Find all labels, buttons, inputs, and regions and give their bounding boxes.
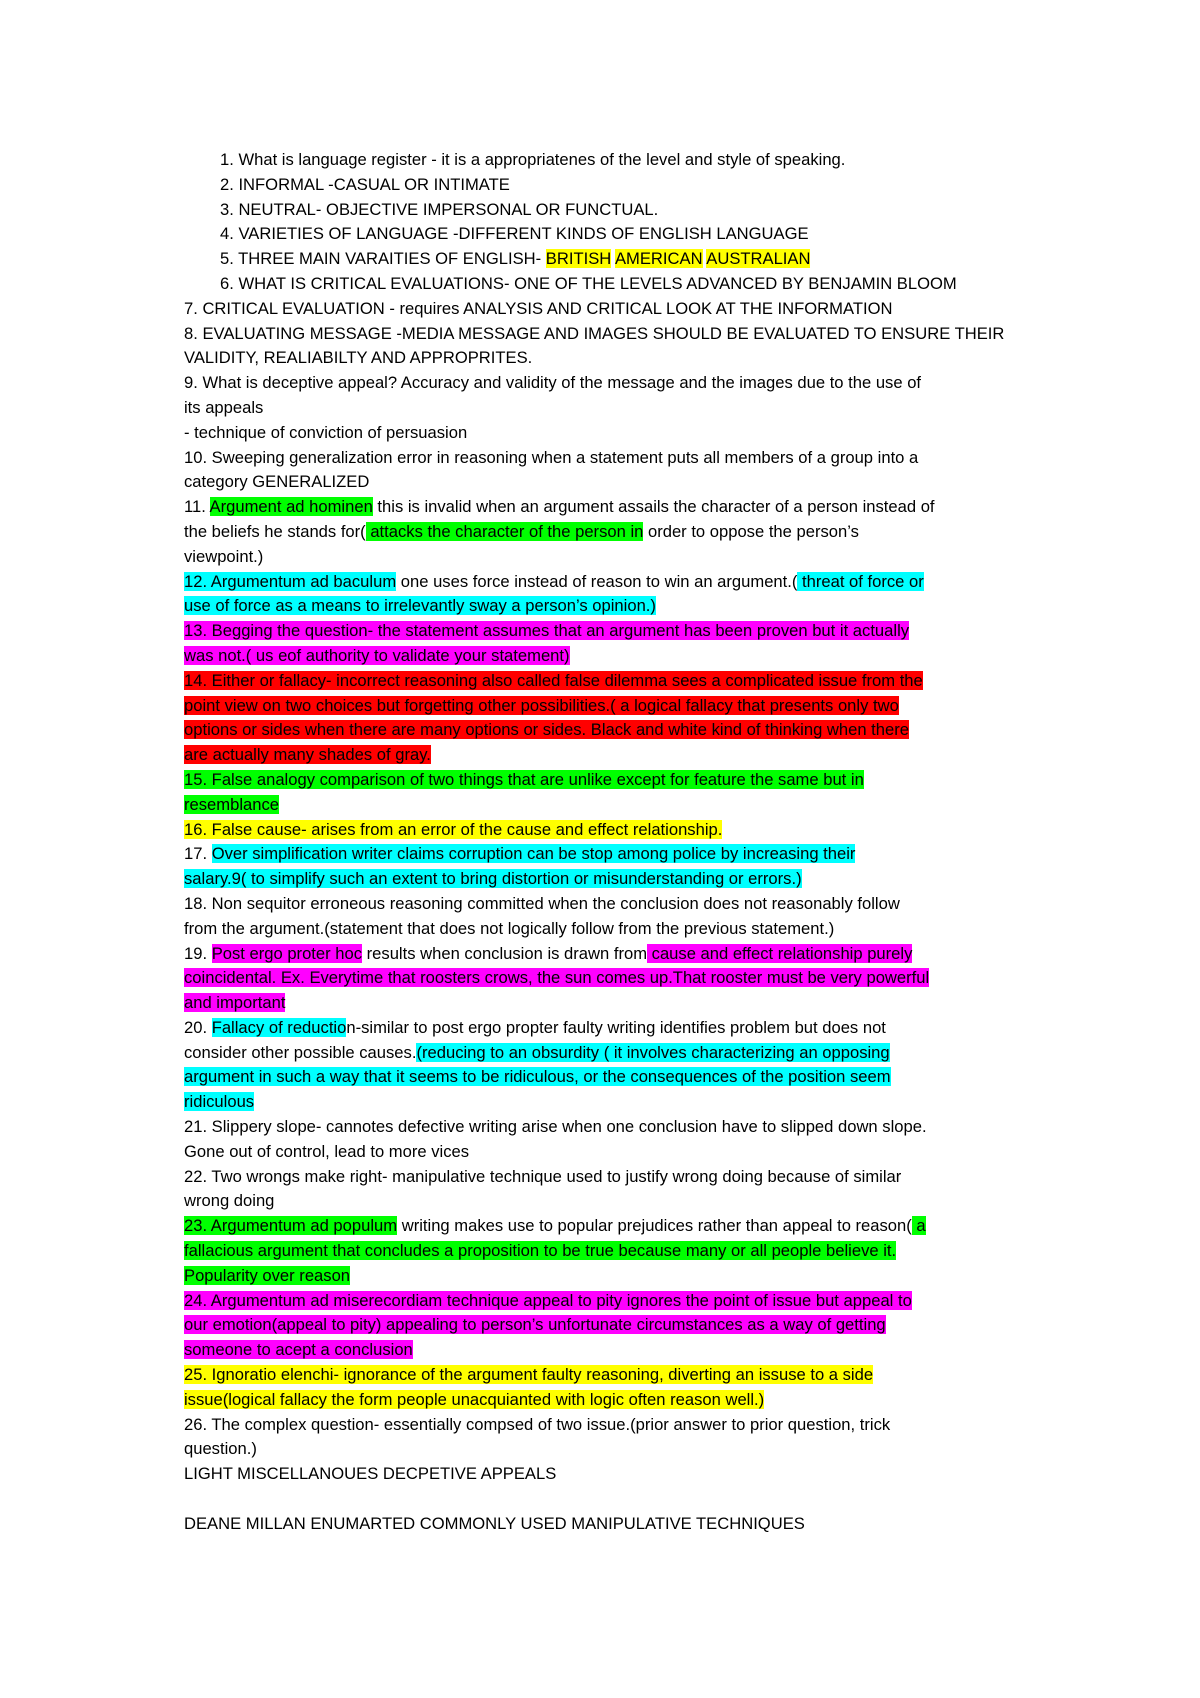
highlight-green: resemblance: [184, 794, 280, 814]
paragraph-line: from the argument.(statement that does not logically follow from the previous statement.): [184, 918, 835, 938]
paragraph-line: [184, 1313, 1044, 1338]
line-text: one uses force instead of reason to win an argument.(: [396, 571, 798, 591]
highlight-red: are actually many shades of gray.: [184, 745, 431, 765]
list-item: 6. WHAT IS CRITICAL EVALUATIONS- ONE OF THE LEVELS ADVANCED BY BENJAMIN BLOOM: [220, 273, 957, 293]
line-text: consider other possible causes.: [184, 1042, 417, 1062]
paragraph-line: [184, 942, 1044, 967]
paragraph-line: - technique of conviction of persuasion: [184, 422, 468, 442]
paragraph-line: [184, 743, 1044, 768]
item-number: 20.: [184, 1017, 212, 1037]
highlight-green: 23. Argumentum ad populum: [184, 1216, 398, 1236]
paragraph-line: [184, 991, 1044, 1016]
highlight-cyan: (reducing to an obsurdity ( it involves characterizing an opposing: [416, 1042, 890, 1062]
paragraph-line: [184, 570, 1044, 595]
list-item: 3. NEUTRAL- OBJECTIVE IMPERSONAL OR FUNCTUAL.: [220, 199, 659, 219]
highlight-yellow: issue(logical fallacy the form people unacquianted with logic often reason well.): [184, 1389, 765, 1409]
paragraph-line: 9. What is deceptive appeal? Accuracy and validity of the message and the images due to the use of: [184, 373, 922, 393]
paragraph-line: [184, 718, 1044, 743]
paragraph-line: [184, 1239, 1044, 1264]
item-number: 17.: [184, 844, 212, 864]
highlight-cyan: argument in such a way that it seems to be ridiculous, or the consequences of the position seem: [184, 1067, 891, 1087]
paragraph-line: [184, 842, 1044, 867]
paragraph-line: 21. Slippery slope- cannotes defective writing arise when one conclusion have to slipped down slope.: [184, 1117, 927, 1137]
paragraph-line: [184, 793, 1044, 818]
line-text: results when conclusion is drawn from: [362, 943, 648, 963]
paragraph-line: 8. EVALUATING MESSAGE -MEDIA MESSAGE AND IMAGES SHOULD BE EVALUATED TO ENSURE THEIR: [184, 323, 1005, 343]
highlight-magenta: and important: [184, 993, 286, 1013]
paragraph-line: [184, 1065, 1044, 1090]
highlight-magenta: 24. Argumentum ad miserecordiam technique appeal to pity ignores the point of issue but appeal to: [184, 1290, 912, 1310]
paragraph-line: [184, 1388, 1044, 1413]
numbered-list-intro: [184, 148, 1044, 297]
highlight-british: BRITISH: [545, 249, 612, 269]
paragraph-line: 22. Two wrongs make right- manipulative technique used to justify wrong doing because of similar: [184, 1166, 902, 1186]
paragraph-line: [184, 818, 1044, 843]
line-text: order to oppose the person’s: [643, 521, 859, 541]
paragraph-line: [184, 619, 1044, 644]
highlight-green: fallacious argument that concludes a proposition to be true because many or all people believe it.: [184, 1241, 897, 1261]
list-item: 1. What is language register - it is a appropriatenes of the level and style of speaking.: [220, 150, 846, 169]
paragraph-line: [184, 594, 1044, 619]
highlight-red: 14. Either or fallacy- incorrect reasoning also called false dilemma sees a complicated issue from the: [184, 670, 923, 690]
list-item: [220, 247, 1044, 272]
paragraph-line: 26. The complex question- essentially compsed of two issue.(prior answer to prior question, trick: [184, 1414, 891, 1434]
highlight-cyan: threat of force or: [797, 571, 924, 591]
line-text: n-similar to post ergo propter faulty writing identifies problem but does not: [346, 1017, 886, 1037]
item-number: 19.: [184, 943, 212, 963]
highlight-cyan: ridiculous: [184, 1092, 255, 1112]
paragraph-line: [184, 1214, 1044, 1239]
highlight-green: 15. False analogy comparison of two things that are unlike except for feature the same but in: [184, 769, 864, 789]
line-text: writing makes use to popular prejudices rather than appeal to reason(: [397, 1216, 912, 1236]
highlight-cyan: Over simplification writer claims corruption can be stop among police by increasing their: [211, 844, 856, 864]
highlight-green: a: [911, 1216, 926, 1236]
highlight-magenta: Post ergo proter hoc: [211, 943, 363, 963]
paragraph-line: [184, 1363, 1044, 1388]
highlight-green: attacks the character of the person in: [365, 521, 644, 541]
item-number: 11.: [184, 497, 210, 517]
paragraph-line: its appeals: [184, 397, 264, 417]
highlight-cyan: salary.9( to simplify such an extent to bring distortion or misunderstanding or errors.): [184, 869, 802, 889]
paragraph-line: [184, 1090, 1044, 1115]
list-item: 4. VARIETIES OF LANGUAGE -DIFFERENT KINDS OF ENGLISH LANGUAGE: [220, 224, 809, 244]
highlight-cyan: use of force as a means to irrelevantly sway a person’s opinion.): [184, 596, 656, 616]
paragraph-line: 18. Non sequitor erroneous reasoning committed when the conclusion does not reasonably follow: [184, 893, 900, 913]
paragraph-line: [184, 644, 1044, 669]
highlight-yellow: 16. False cause- arises from an error of the cause and effect relationship.: [184, 819, 723, 839]
paragraph-line: 7. CRITICAL EVALUATION - requires ANALYSIS AND CRITICAL LOOK AT THE INFORMATION: [184, 298, 893, 318]
paragraph-line: [184, 768, 1044, 793]
highlight-australian: AUSTRALIAN: [706, 249, 811, 269]
highlight-magenta: our emotion(appeal to pity) appealing to person’s unfortunate circumstances as a way of getting: [184, 1315, 886, 1335]
blank-line: [184, 1487, 1044, 1512]
paragraph-line: [184, 520, 1044, 545]
paragraph-line: [184, 669, 1044, 694]
paragraph-line: [184, 1041, 1044, 1066]
highlight-magenta: 13. Begging the question- the statement assumes that an argument has been proven but it actually: [184, 621, 910, 641]
highlight-magenta: was not.( us eof authority to validate your statement): [184, 645, 570, 665]
highlight-green: Argument ad hominen: [209, 497, 373, 517]
paragraph-line: VALIDITY, REALIABILTY AND APPROPRITES.: [184, 348, 533, 368]
paragraph-line: [184, 1289, 1044, 1314]
highlight-magenta: cause and effect relationship purely: [647, 943, 913, 963]
paragraph-line: [184, 495, 1044, 520]
paragraph-line: 10. Sweeping generalization error in reasoning when a statement puts all members of a group into a: [184, 447, 919, 467]
highlight-cyan: Fallacy of reductio: [211, 1017, 347, 1037]
list-item: 2. INFORMAL -CASUAL OR INTIMATE: [220, 174, 510, 194]
paragraph-line: [184, 867, 1044, 892]
highlight-magenta: someone to acept a conclusion: [184, 1340, 413, 1360]
paragraph-line: [184, 1338, 1044, 1363]
highlight-red: point view on two choices but forgetting other possibilities.( a logical fallacy that presents only two: [184, 695, 899, 715]
highlight-red: options or sides when there are many options or sides. Black and white kind of thinking when there: [184, 720, 910, 740]
highlight-yellow: 25. Ignoratio elenchi- ignorance of the argument faulty reasoning, diverting an issuse to a side: [184, 1365, 874, 1385]
paragraph-line: [184, 1016, 1044, 1041]
paragraph-line: category GENERALIZED: [184, 472, 370, 492]
paragraph-line: viewpoint.): [184, 546, 264, 566]
highlight-american: AMERICAN: [614, 249, 703, 269]
highlight-cyan: 12. Argumentum ad baculum: [184, 571, 397, 591]
paragraph-line: question.): [184, 1439, 257, 1459]
paragraph-line: [184, 1264, 1044, 1289]
document-body: [184, 148, 1044, 1537]
paragraph-line: [184, 694, 1044, 719]
section-heading: DEANE MILLAN ENUMARTED COMMONLY USED MANIPULATIVE TECHNIQUES: [184, 1513, 805, 1533]
list-item-text: 5. THREE MAIN VARAITIES OF ENGLISH-: [220, 249, 546, 269]
paragraph-line: [184, 966, 1044, 991]
section-heading: LIGHT MISCELLANOUES DECPETIVE APPEALS: [184, 1464, 557, 1484]
paragraph-line: Gone out of control, lead to more vices: [184, 1141, 470, 1161]
paragraph-line: wrong doing: [184, 1191, 275, 1211]
highlight-green: Popularity over reason: [184, 1265, 351, 1285]
line-text: this is invalid when an argument assails the character of a person instead of: [372, 497, 935, 517]
line-text: the beliefs he stands for(: [184, 521, 366, 541]
highlight-magenta: coincidental. Ex. Everytime that roosters crows, the sun comes up.That rooster must be very powerful: [184, 968, 930, 988]
